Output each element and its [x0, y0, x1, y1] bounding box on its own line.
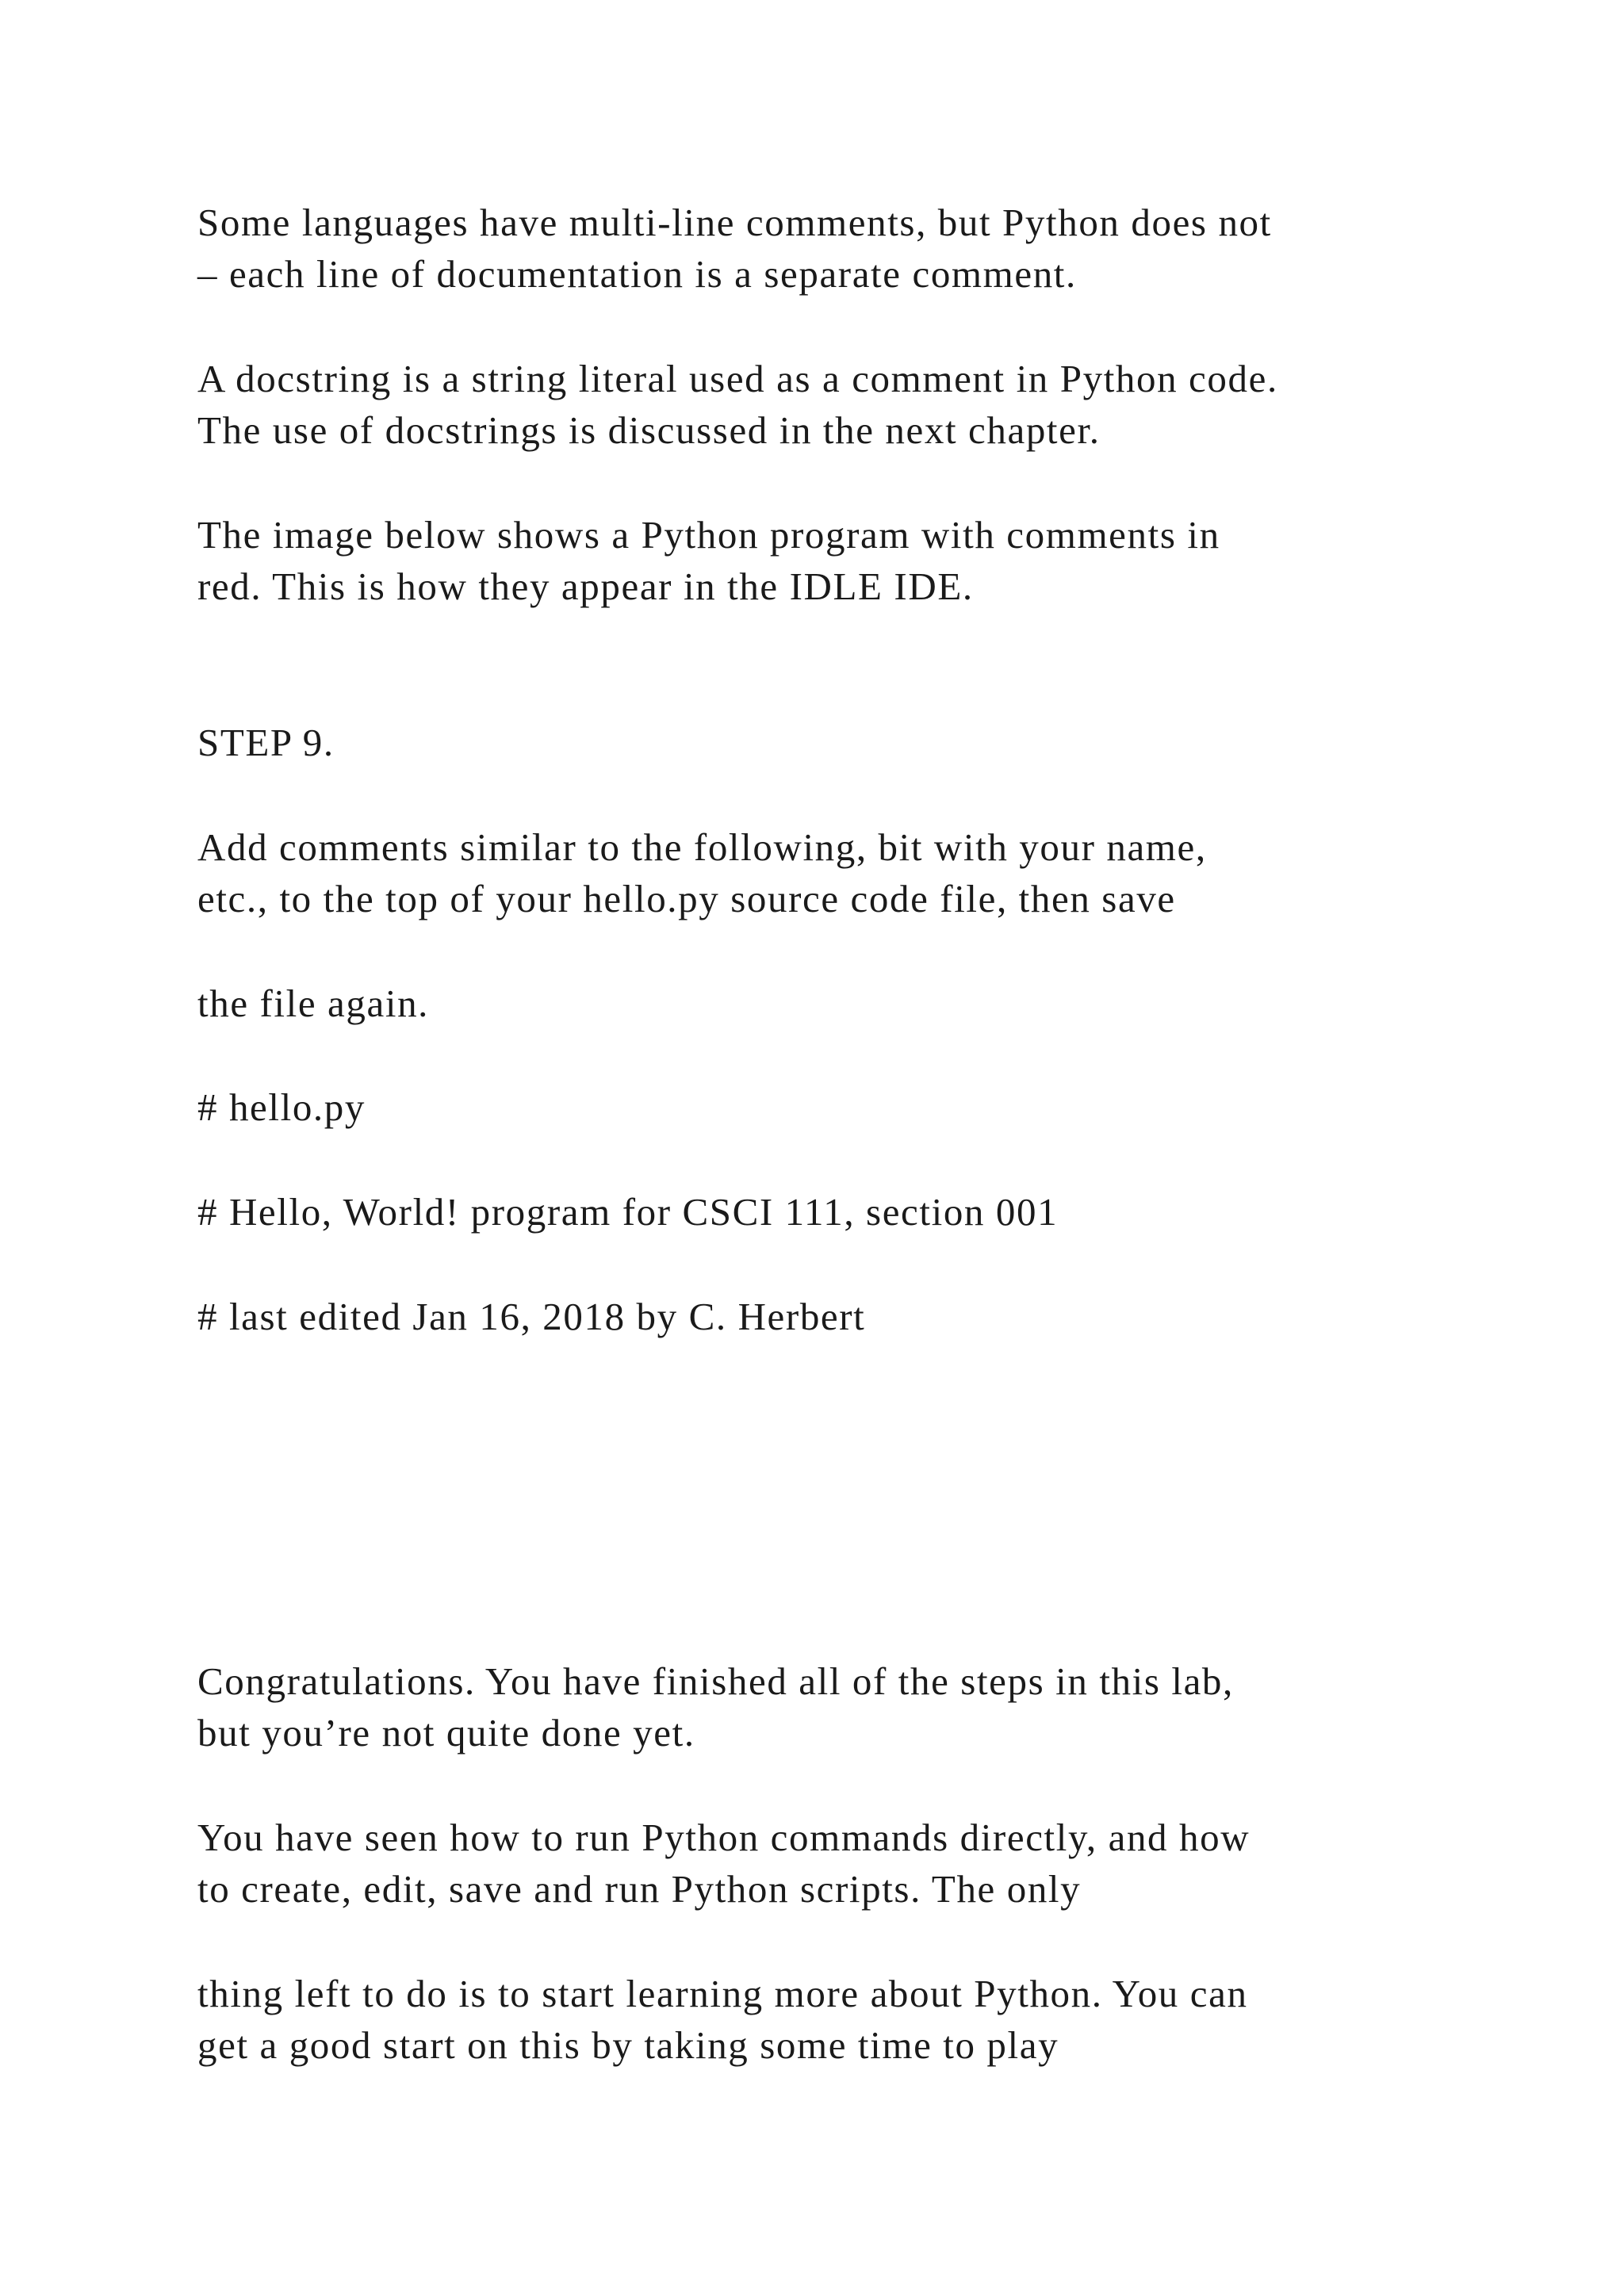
paragraph-line: – each line of documentation is a separate comment.: [197, 252, 1077, 296]
paragraph-line: etc., to the top of your hello.py source code file, then save: [197, 877, 1176, 920]
paragraph-line: thing left to do is to start learning more about Python. You can: [197, 1972, 1248, 2015]
paragraph-line: but you’re not quite done yet.: [197, 1711, 695, 1755]
paragraph-line: You have seen how to run Python commands directly, and how: [197, 1816, 1251, 1859]
code-comment-line: # Hello, World! program for CSCI 111, section 001: [197, 1190, 1059, 1234]
paragraph-line: the file again.: [197, 982, 430, 1025]
paragraph-line: Congratulations. You have finished all of the steps in this lab,: [197, 1659, 1234, 1703]
paragraph-line: The image below shows a Python program with comments in: [197, 513, 1220, 557]
paragraph-line: to create, edit, save and run Python scripts. The only: [197, 1867, 1082, 1911]
step-heading: STEP 9.: [197, 721, 335, 764]
code-comment-line: # last edited Jan 16, 2018 by C. Herbert: [197, 1295, 866, 1338]
paragraph-line: get a good start on this by taking some time to play: [197, 2023, 1059, 2067]
paragraph-line: A docstring is a string literal used as a comment in Python code.: [197, 357, 1278, 400]
paragraph-line: The use of docstrings is discussed in the next chapter.: [197, 408, 1101, 452]
paragraph-line: Add comments similar to the following, bit with your name,: [197, 825, 1207, 869]
paragraph-line: Some languages have multi-line comments, but Python does not: [197, 201, 1272, 244]
paragraph-line: red. This is how they appear in the IDLE IDE.: [197, 564, 974, 608]
code-comment-line: # hello.py: [197, 1085, 366, 1129]
